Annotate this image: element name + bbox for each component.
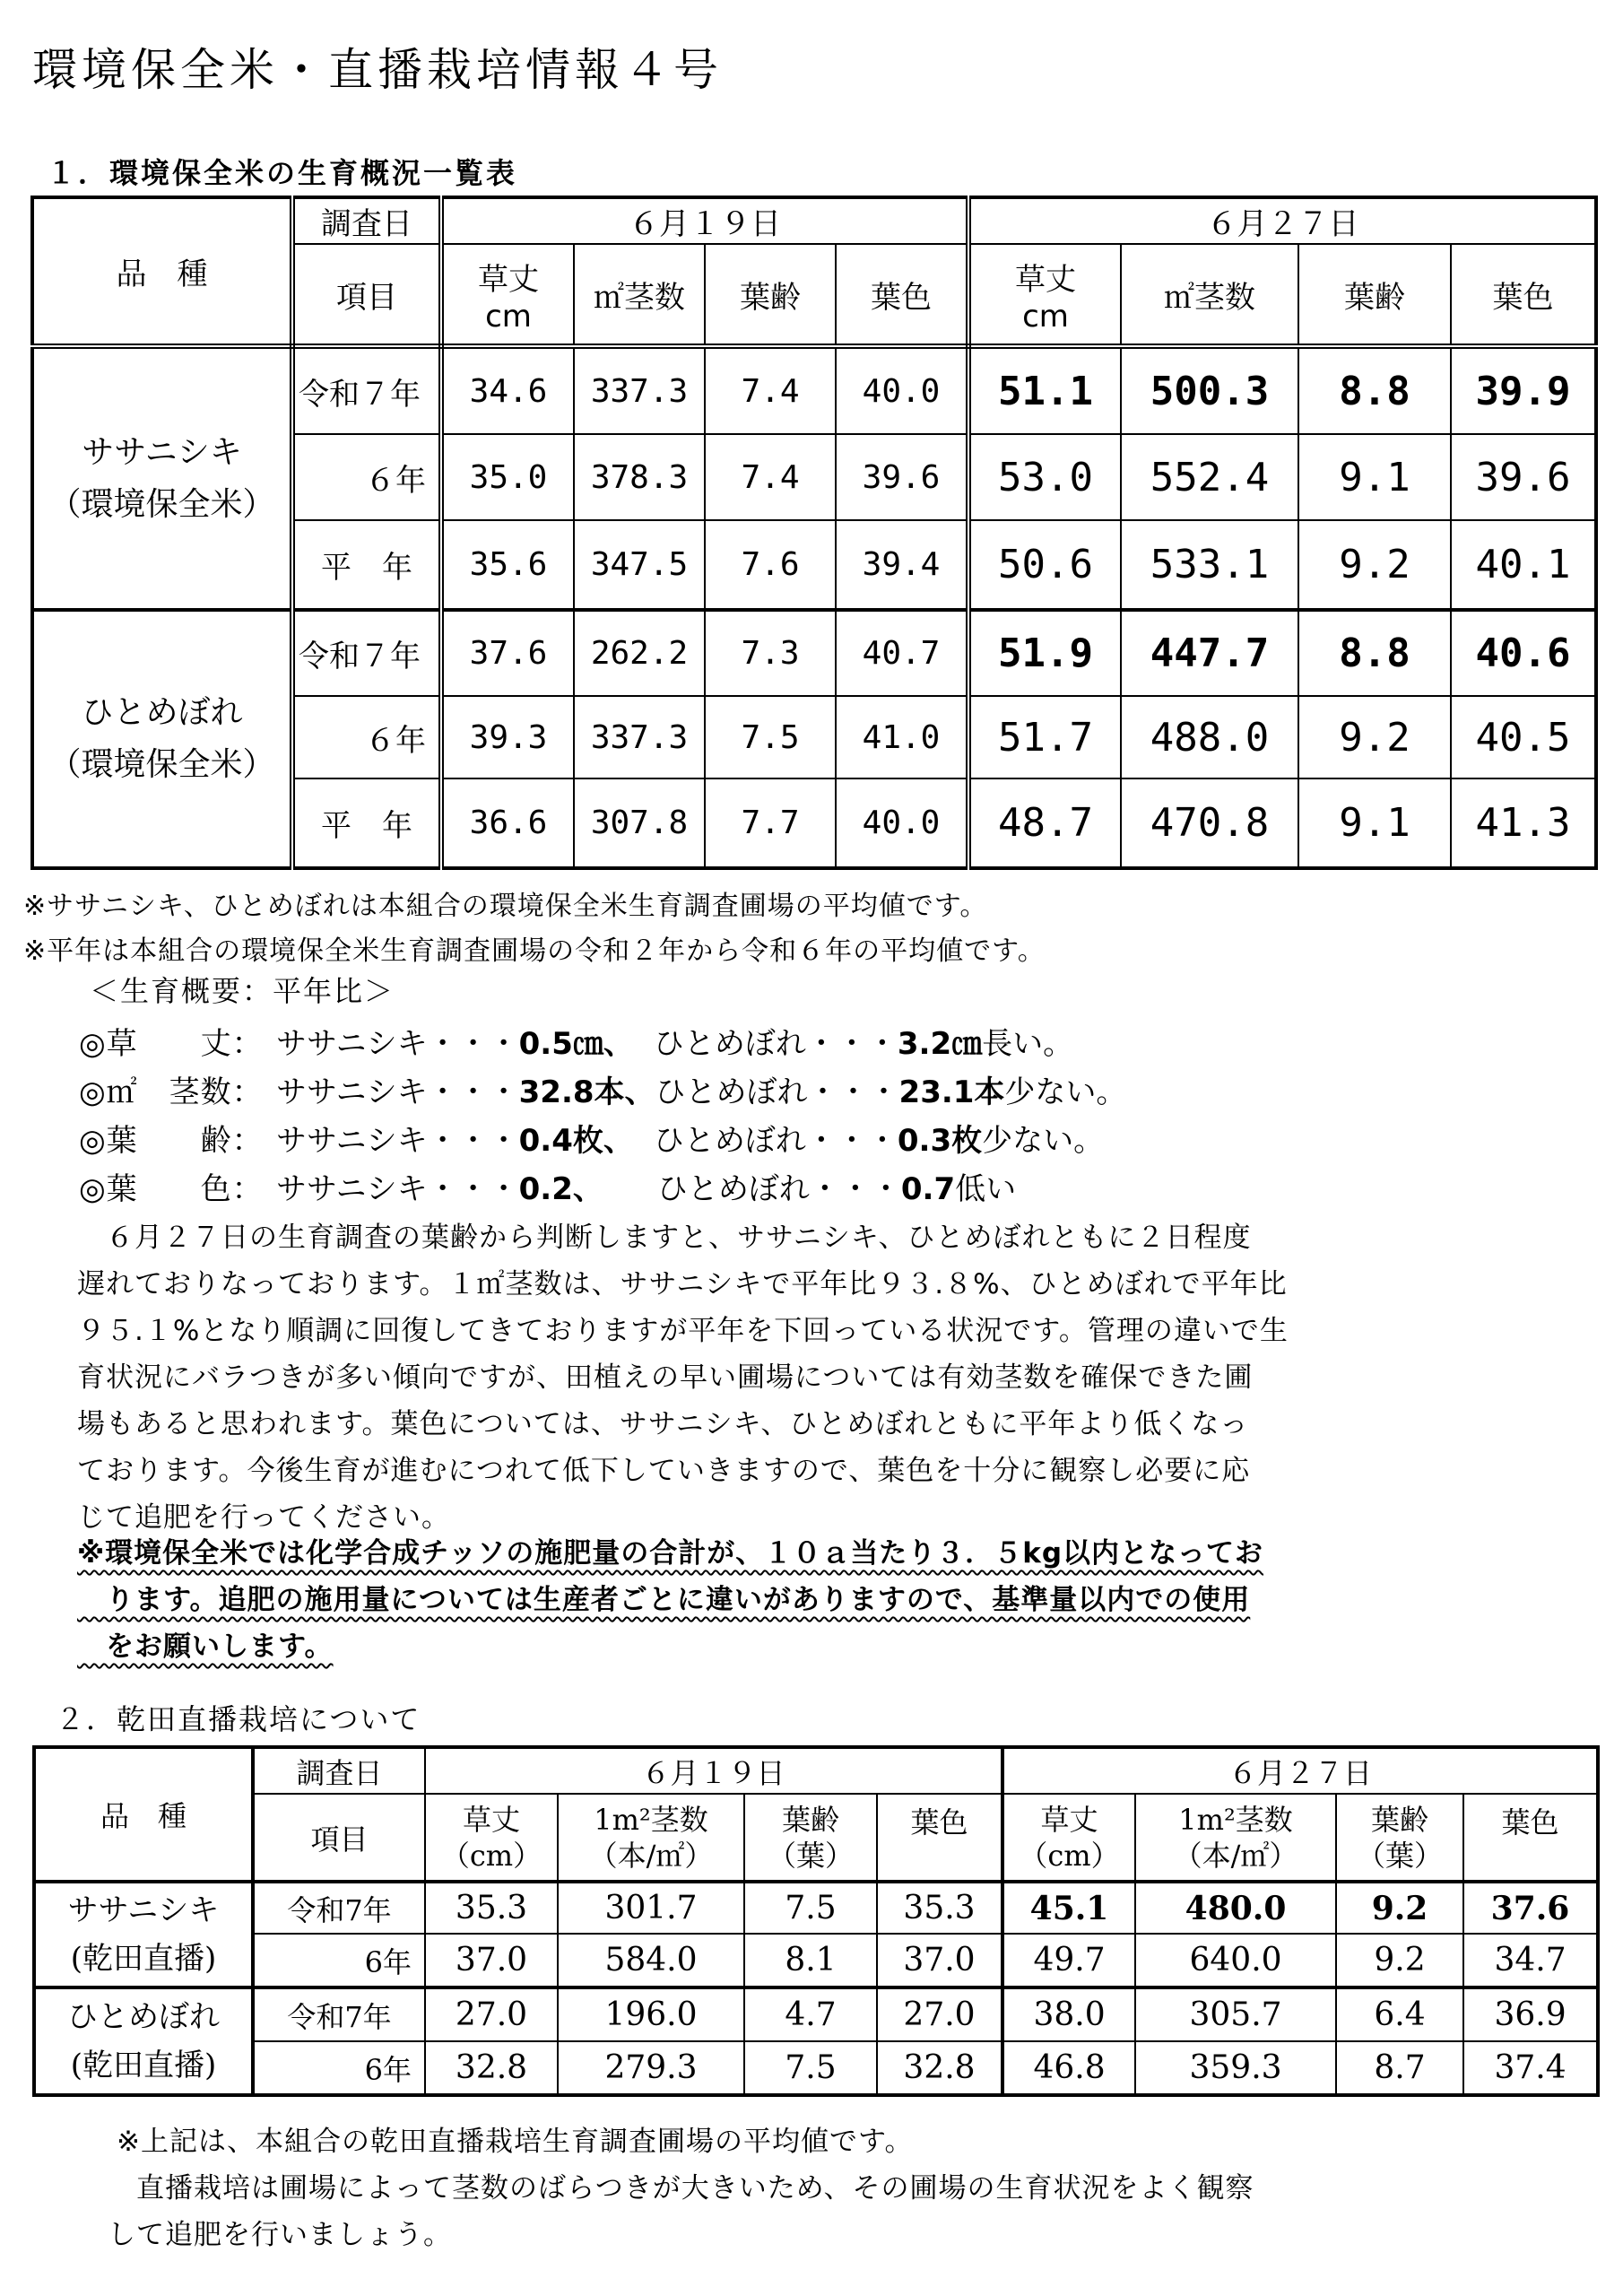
value-cell: 7.4 — [705, 346, 836, 434]
value-cell: 359.3 — [1135, 2041, 1336, 2095]
year-cell: 6年 — [253, 2041, 425, 2095]
summary-heading: ＜生育概要：平年比＞ — [90, 974, 395, 1008]
value-cell: 7.7 — [705, 778, 836, 868]
value-cell: 533.1 — [1121, 520, 1298, 610]
year-cell: 6年 — [253, 1934, 425, 1987]
value-cell: 488.0 — [1121, 696, 1298, 778]
value-cell: 51.7 — [968, 696, 1121, 778]
date2-header: ６月２７日 — [1002, 1747, 1598, 1794]
col-height-d1: 草丈 cm — [441, 244, 574, 346]
value-cell: 7.5 — [705, 696, 836, 778]
value-cell: 305.7 — [1135, 1987, 1336, 2041]
value-cell: 36.6 — [441, 778, 574, 868]
table-row — [34, 2041, 1598, 2095]
value-cell: 7.5 — [744, 1882, 877, 1934]
value-cell: 40.7 — [836, 610, 968, 696]
col-age-d1: 葉齢 （葉） — [744, 1794, 877, 1882]
value-cell: 35.0 — [441, 434, 574, 520]
year-cell: ６年 — [292, 434, 441, 520]
summary-line: ◎草 丈： ササニシキ・・・0.5㎝、 ひとめぼれ・・・3.2㎝長い。 — [79, 1026, 1074, 1062]
value-cell: 38.0 — [1002, 1987, 1135, 2041]
value-cell: 8.7 — [1336, 2041, 1463, 2095]
date1-header: ６月１９日 — [425, 1747, 1002, 1794]
value-cell: 552.4 — [1121, 434, 1298, 520]
value-cell: 301.7 — [558, 1882, 744, 1934]
value-cell: 7.3 — [705, 610, 836, 696]
value-cell: 447.7 — [1121, 610, 1298, 696]
value-cell: 7.4 — [705, 434, 836, 520]
value-cell: 9.2 — [1298, 520, 1451, 610]
note-line: 直播栽培は圃場によって茎数のばらつきが大きいため、その圃場の生育状況をよく観察 — [108, 2172, 1254, 2205]
variety-cell: ひとめぼれ (乾田直播) — [34, 1987, 253, 2095]
value-cell: 39.4 — [836, 520, 968, 610]
growth-table-direct-seeding — [32, 1745, 1600, 2097]
year-cell: 平 年 — [292, 778, 441, 868]
value-cell: 35.3 — [877, 1882, 1002, 1934]
value-cell: 9.1 — [1298, 778, 1451, 868]
value-cell: 27.0 — [877, 1987, 1002, 2041]
value-cell: 37.4 — [1463, 2041, 1598, 2095]
value-cell: 37.0 — [877, 1934, 1002, 1987]
value-cell: 9.2 — [1298, 696, 1451, 778]
value-cell: 35.3 — [425, 1882, 558, 1934]
value-cell: 337.3 — [574, 696, 705, 778]
summary-paragraph: ６月２７日の生育調査の葉齢から判断しますと、ササニシキ、ひとめぼれともに２日程度 遅れておりなっております。１㎡茎数は、ササニシキで平年比９３.８%、ひとめぼれで平年比 ９５.１%となり順調に回復してきておりますが平年を下回っている状況です。管理の違いで生 育状況にバラつきが多い傾向ですが、田植えの早い圃場については有効茎数を確保できた圃 場もあると思われます。葉色については、ササニシキ、ひとめぼれともに平年より低くなっ ております。今後生育が進むにつれて低下していきますので、葉色を十分に観察し必要に応 じて追肥を行ってください。 — [77, 1222, 1289, 1534]
item-label: 項目 — [292, 244, 441, 346]
value-cell: 347.5 — [574, 520, 705, 610]
value-cell: 46.8 — [1002, 2041, 1135, 2095]
variety-cell: ササニシキ （環境保全米） — [32, 346, 292, 610]
value-cell: 51.9 — [968, 610, 1121, 696]
fertilizer-warning: ※環境保全米では化学合成チッソの施肥量の合計が、１０ａ当たり３．５kg以内となってお ります。追肥の施用量については生産者ごとに違いがありますので、基準量以内での使用 をお願いします。 — [77, 1537, 1264, 1663]
value-cell: 337.3 — [574, 346, 705, 434]
value-cell: 8.1 — [744, 1934, 877, 1987]
col-stems-d1: 1m²茎数 （本/㎡） — [558, 1794, 744, 1882]
date1-header: ６月１９日 — [441, 197, 968, 244]
value-cell: 35.6 — [441, 520, 574, 610]
year-cell: 令和７年 — [292, 610, 441, 696]
value-cell: 48.7 — [968, 778, 1121, 868]
value-cell: 32.8 — [877, 2041, 1002, 2095]
survey-date-label: 調査日 — [253, 1747, 425, 1794]
value-cell: 51.1 — [968, 346, 1121, 434]
col-color-d1: 葉色 — [877, 1794, 1002, 1882]
value-cell: 584.0 — [558, 1934, 744, 1987]
page-title: 環境保全米・直播栽培情報４号 — [32, 44, 723, 96]
value-cell: 40.0 — [836, 346, 968, 434]
col-age-d2: 葉齢 （葉） — [1336, 1794, 1463, 1882]
year-cell: 平 年 — [292, 520, 441, 610]
note-line: して追肥を行いましょう。 — [108, 2219, 452, 2251]
note-line: ※上記は、本組合の乾田直播栽培生育調査圃場の平均値です。 — [117, 2126, 914, 2158]
value-cell: 36.9 — [1463, 1987, 1598, 2041]
value-cell: 37.6 — [1463, 1882, 1598, 1934]
value-cell: 4.7 — [744, 1987, 877, 2041]
survey-date-label: 調査日 — [292, 197, 441, 244]
value-cell: 307.8 — [574, 778, 705, 868]
value-cell: 27.0 — [425, 1987, 558, 2041]
value-cell: 7.6 — [705, 520, 836, 610]
col-height-d1: 草丈 （cm） — [425, 1794, 558, 1882]
note-line: ※平年は本組合の環境保全米生育調査圃場の令和２年から令和６年の平均値です。 — [23, 935, 1046, 967]
col-color-d2: 葉色 — [1463, 1794, 1598, 1882]
value-cell: 45.1 — [1002, 1882, 1135, 1934]
value-cell: 40.5 — [1451, 696, 1596, 778]
value-cell: 34.7 — [1463, 1934, 1598, 1987]
col-height-d2: 草丈 （cm） — [1002, 1794, 1135, 1882]
value-cell: 40.6 — [1451, 610, 1596, 696]
value-cell: 40.1 — [1451, 520, 1596, 610]
section2-heading: ２．乾田直播栽培について — [56, 1702, 421, 1736]
value-cell: 9.2 — [1336, 1934, 1463, 1987]
variety-header: 品 種 — [32, 197, 292, 346]
value-cell: 500.3 — [1121, 346, 1298, 434]
value-cell: 53.0 — [968, 434, 1121, 520]
value-cell: 279.3 — [558, 2041, 744, 2095]
value-cell: 196.0 — [558, 1987, 744, 2041]
table-row — [32, 346, 1596, 434]
value-cell: 6.4 — [1336, 1987, 1463, 2041]
item-label: 項目 — [253, 1794, 425, 1882]
col-color-d1: 葉色 — [836, 244, 968, 346]
value-cell: 9.1 — [1298, 434, 1451, 520]
col-color-d2: 葉色 — [1451, 244, 1596, 346]
value-cell: 32.8 — [425, 2041, 558, 2095]
value-cell: 480.0 — [1135, 1882, 1336, 1934]
year-cell: 令和7年 — [253, 1882, 425, 1934]
table-row — [34, 1934, 1598, 1987]
value-cell: 39.3 — [441, 696, 574, 778]
value-cell: 8.8 — [1298, 346, 1451, 434]
summary-line: ◎㎡ 茎数： ササニシキ・・・32.8本、ひとめぼれ・・・23.1本少ない。 — [79, 1074, 1127, 1110]
value-cell: 470.8 — [1121, 778, 1298, 868]
variety-cell: ササニシキ (乾田直播) — [34, 1882, 253, 1987]
year-cell: ６年 — [292, 696, 441, 778]
note-line: ※ササニシキ、ひとめぼれは本組合の環境保全米生育調査圃場の平均値です。 — [23, 891, 988, 922]
variety-header: 品 種 — [34, 1747, 253, 1882]
year-cell: 令和7年 — [253, 1987, 425, 2041]
col-age-d2: 葉齢 — [1298, 244, 1451, 346]
growth-table-env-rice — [30, 196, 1598, 870]
col-age-d1: 葉齢 — [705, 244, 836, 346]
value-cell: 41.0 — [836, 696, 968, 778]
value-cell: 39.9 — [1451, 346, 1596, 434]
value-cell: 49.7 — [1002, 1934, 1135, 1987]
table-row — [34, 1987, 1598, 2041]
value-cell: 378.3 — [574, 434, 705, 520]
value-cell: 8.8 — [1298, 610, 1451, 696]
variety-cell: ひとめぼれ （環境保全米） — [32, 610, 292, 868]
value-cell: 34.6 — [441, 346, 574, 434]
value-cell: 262.2 — [574, 610, 705, 696]
table-row — [32, 610, 1596, 696]
section1-heading: １．環境保全米の生育概況一覧表 — [47, 156, 518, 190]
value-cell: 7.5 — [744, 2041, 877, 2095]
col-stems-d2: ㎡茎数 — [1121, 244, 1298, 346]
year-cell: 令和７年 — [292, 346, 441, 434]
value-cell: 37.6 — [441, 610, 574, 696]
summary-line: ◎葉 色： ササニシキ・・・0.2、 ひとめぼれ・・・0.7低い — [79, 1171, 1017, 1207]
summary-line: ◎葉 齢： ササニシキ・・・0.4枚、 ひとめぼれ・・・0.3枚少ない。 — [79, 1123, 1105, 1159]
value-cell: 39.6 — [1451, 434, 1596, 520]
table-row — [34, 1882, 1598, 1934]
col-stems-d2: 1m²茎数 （本/㎡） — [1135, 1794, 1336, 1882]
value-cell: 37.0 — [425, 1934, 558, 1987]
date2-header: ６月２７日 — [968, 197, 1596, 244]
value-cell: 39.6 — [836, 434, 968, 520]
value-cell: 41.3 — [1451, 778, 1596, 868]
col-stems-d1: ㎡茎数 — [574, 244, 705, 346]
value-cell: 640.0 — [1135, 1934, 1336, 1987]
value-cell: 9.2 — [1336, 1882, 1463, 1934]
value-cell: 40.0 — [836, 778, 968, 868]
value-cell: 50.6 — [968, 520, 1121, 610]
col-height-d2: 草丈 cm — [968, 244, 1121, 346]
